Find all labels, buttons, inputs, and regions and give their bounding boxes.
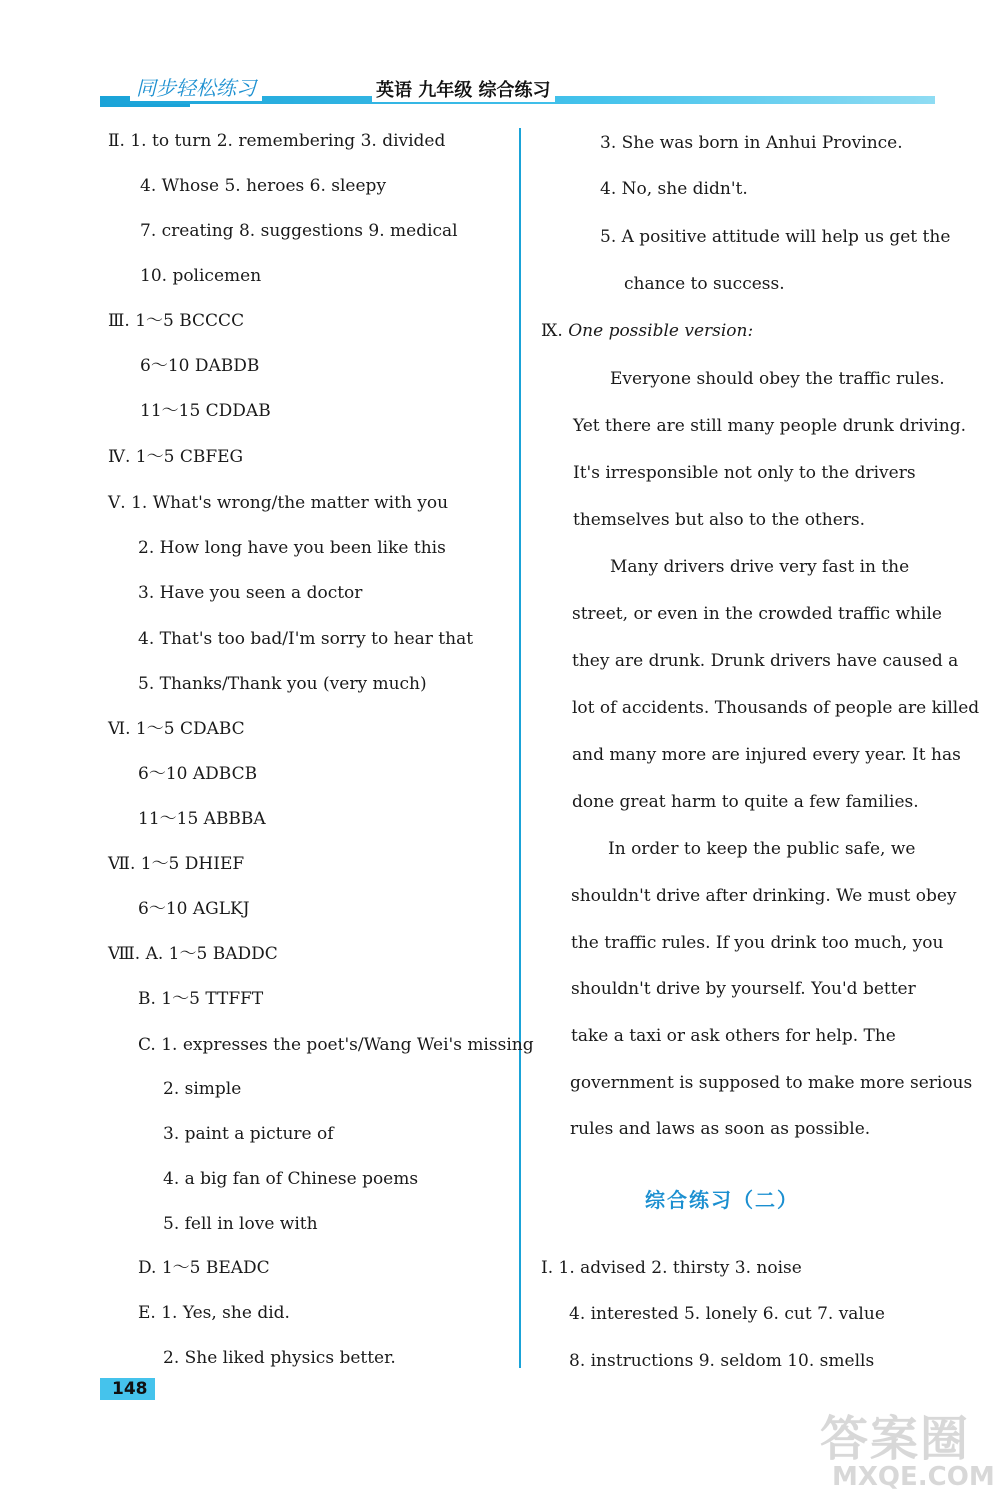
answer-line: 8. instructions 9. seldom 10. smells (569, 1351, 875, 1371)
answer-line: B. 1～5 TTFFT (138, 989, 264, 1009)
answer-line: 7. creating 8. suggestions 9. medical (140, 221, 458, 241)
answer-line: rules and laws as soon as possible. (570, 1119, 871, 1139)
answer-line: 4. No, she didn't. (600, 179, 748, 199)
answer-line: 3. She was born in Anhui Province. (600, 133, 903, 153)
watermark-main: 答案圈 (820, 1411, 971, 1467)
answer-line: the traffic rules. If you drink too much, you (571, 933, 944, 953)
answer-line: 3. paint a picture of (163, 1124, 334, 1144)
answer-line: 4. a big fan of Chinese poems (163, 1169, 419, 1189)
answer-line: 6～10 DABDB (140, 356, 260, 376)
header-underline (100, 104, 190, 107)
answer-line: 10. policemen (140, 266, 262, 286)
answer-line: Ⅴ. 1. What's wrong/the matter with you (108, 493, 449, 513)
answer-line: 4. That's too bad/I'm sorry to hear that (138, 629, 474, 649)
answer-line: 6～10 ADBCB (138, 764, 258, 784)
answer-line: done great harm to quite a few families. (572, 792, 919, 812)
answer-line: Everyone should obey the traffic rules. (610, 369, 945, 389)
answer-line: Ⅵ. 1～5 CDABC (108, 719, 245, 739)
answer-line: 5. Thanks/Thank you (very much) (138, 674, 427, 694)
answer-line: government is supposed to make more serious (570, 1073, 973, 1093)
answer-line: Ⅰ. 1. advised 2. thirsty 3. noise (541, 1258, 802, 1278)
answer-line: 11～15 ABBBA (138, 809, 266, 829)
answer-line: 2. She liked physics better. (163, 1348, 396, 1368)
answer-line: and many more are injured every year. It has (572, 745, 961, 765)
answer-line: Ⅲ. 1～5 BCCCC (108, 311, 245, 331)
answer-line: 5. fell in love with (163, 1214, 318, 1234)
answer-line: Ⅷ. A. 1～5 BADDC (108, 944, 278, 964)
series-title: 同步轻松练习 (130, 72, 262, 101)
answer-line: 4. Whose 5. heroes 6. sleepy (140, 176, 387, 196)
column-divider (519, 128, 521, 1368)
answer-line: take a taxi or ask others for help. The (571, 1026, 896, 1046)
header-subtitle: 英语 九年级 综合练习 (372, 76, 555, 102)
answer-line: street, or even in the crowded traffic while (572, 604, 942, 624)
answer-line: D. 1～5 BEADC (138, 1258, 270, 1278)
answer-line: Ⅳ. 1～5 CBFEG (108, 447, 244, 467)
answer-line: It's irresponsible not only to the drivers (573, 463, 916, 483)
answer-line: Many drivers drive very fast in the (610, 557, 910, 577)
answer-line: 5. A positive attitude will help us get the (600, 227, 951, 247)
answer-line: chance to success. (624, 274, 785, 294)
page-number: 148 (100, 1378, 155, 1400)
answer-line: 2. simple (163, 1079, 242, 1099)
answer-line: C. 1. expresses the poet's/Wang Wei's missing (138, 1035, 534, 1055)
watermark-logo (820, 1400, 995, 1500)
answer-line: 6～10 AGLKJ (138, 899, 250, 919)
answer-line: 3. Have you seen a doctor (138, 583, 363, 603)
answer-line: 2. How long have you been like this (138, 538, 446, 558)
answer-line: 4. interested 5. lonely 6. cut 7. value (569, 1304, 885, 1324)
answer-line: Ⅸ. One possible version: (541, 321, 754, 341)
answer-line: shouldn't drive after drinking. We must obey (571, 886, 957, 906)
watermark-sub: MXQE.COM (832, 1462, 995, 1492)
answer-line: E. 1. Yes, she did. (138, 1303, 290, 1323)
page-header (100, 72, 935, 112)
answer-line: themselves but also to the others. (573, 510, 866, 530)
answer-line: Ⅶ. 1～5 DHIEF (108, 854, 245, 874)
answer-line: they are drunk. Drunk drivers have caused a (572, 651, 959, 671)
answer-line: Yet there are still many people drunk driving. (573, 416, 966, 436)
answer-line: 11～15 CDDAB (140, 401, 271, 421)
section-title: 综合练习（二） (645, 1188, 799, 1212)
answer-line: lot of accidents. Thousands of people are killed (572, 698, 980, 718)
answer-line: shouldn't drive by yourself. You'd better (571, 979, 916, 999)
answer-line: In order to keep the public safe, we (608, 839, 916, 859)
answer-line: Ⅱ. 1. to turn 2. remembering 3. divided (108, 131, 446, 151)
